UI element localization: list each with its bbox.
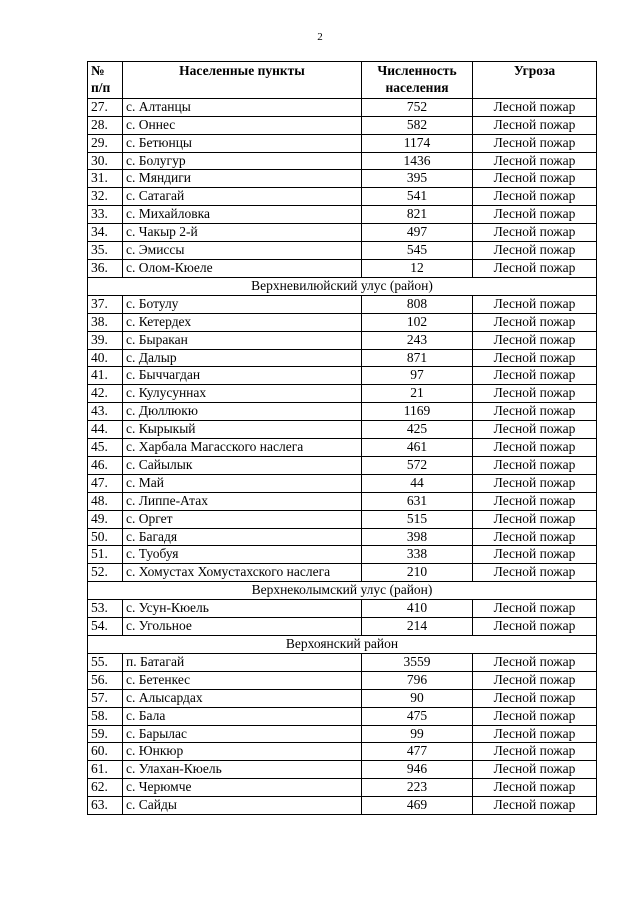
table-row	[88, 564, 597, 582]
row-number: 59.	[88, 725, 123, 743]
settlement-name: с. Кетердех	[123, 313, 362, 331]
table-row	[88, 421, 597, 439]
threat-type: Лесной пожар	[473, 421, 597, 439]
threat-type: Лесной пожар	[473, 349, 597, 367]
population-value: 102	[362, 313, 473, 331]
table-row	[88, 779, 597, 797]
population-value: 469	[362, 797, 473, 815]
row-number: 28.	[88, 116, 123, 134]
settlement-name: с. Угольное	[123, 618, 362, 636]
row-number: 36.	[88, 259, 123, 277]
settlement-name: с. Улахан-Кюель	[123, 761, 362, 779]
threat-type: Лесной пожар	[473, 206, 597, 224]
settlement-name: с. Сайылык	[123, 456, 362, 474]
table-row	[88, 242, 597, 260]
table-row	[88, 671, 597, 689]
row-number: 42.	[88, 385, 123, 403]
threat-type: Лесной пожар	[473, 546, 597, 564]
region-title: Верхневилюйский улус (район)	[88, 277, 597, 295]
table-row	[88, 224, 597, 242]
settlement-name: с. Оргет	[123, 510, 362, 528]
settlement-name: с. Мяндиги	[123, 170, 362, 188]
population-value: 461	[362, 439, 473, 457]
population-value: 243	[362, 331, 473, 349]
population-value: 631	[362, 492, 473, 510]
region-title: Верхоянский район	[88, 636, 597, 654]
page-number: 2	[317, 31, 323, 43]
population-value: 223	[362, 779, 473, 797]
table-row	[88, 134, 597, 152]
population-value: 425	[362, 421, 473, 439]
settlement-name: с. Барылас	[123, 725, 362, 743]
table-body	[88, 98, 597, 814]
row-number: 55.	[88, 653, 123, 671]
table-row	[88, 403, 597, 421]
population-value: 541	[362, 188, 473, 206]
threat-type: Лесной пожар	[473, 474, 597, 492]
population-value: 515	[362, 510, 473, 528]
settlement-name: с. Быччагдан	[123, 367, 362, 385]
table-row	[88, 492, 597, 510]
table-row	[88, 331, 597, 349]
threat-type: Лесной пожар	[473, 779, 597, 797]
population-value: 395	[362, 170, 473, 188]
threat-type: Лесной пожар	[473, 242, 597, 260]
threat-type: Лесной пожар	[473, 170, 597, 188]
region-row	[88, 277, 597, 295]
population-value: 338	[362, 546, 473, 564]
table-row	[88, 618, 597, 636]
threat-type: Лесной пожар	[473, 528, 597, 546]
table-row	[88, 313, 597, 331]
population-value: 582	[362, 116, 473, 134]
region-row	[88, 636, 597, 654]
settlement-name: с. Кырыкый	[123, 421, 362, 439]
population-value: 946	[362, 761, 473, 779]
row-number: 39.	[88, 331, 123, 349]
threat-type: Лесной пожар	[473, 618, 597, 636]
threat-type: Лесной пожар	[473, 653, 597, 671]
threat-type: Лесной пожар	[473, 707, 597, 725]
population-value: 12	[362, 259, 473, 277]
threat-type: Лесной пожар	[473, 439, 597, 457]
settlement-name: с. Чакыр 2-й	[123, 224, 362, 242]
settlements-table	[87, 61, 597, 815]
settlement-name: с. Усун-Кюель	[123, 600, 362, 618]
population-value: 90	[362, 689, 473, 707]
settlement-name: с. Далыр	[123, 349, 362, 367]
settlement-name: с. Липпе-Атах	[123, 492, 362, 510]
header-place: Населенные пункты	[123, 62, 362, 99]
table-row	[88, 439, 597, 457]
threat-type: Лесной пожар	[473, 188, 597, 206]
threat-type: Лесной пожар	[473, 671, 597, 689]
settlement-name: с. Бетенкес	[123, 671, 362, 689]
threat-type: Лесной пожар	[473, 313, 597, 331]
row-number: 44.	[88, 421, 123, 439]
settlement-name: с. Дюллюкю	[123, 403, 362, 421]
settlement-name: с. Алтанцы	[123, 98, 362, 116]
settlement-name: с. Юнкюр	[123, 743, 362, 761]
row-number: 45.	[88, 439, 123, 457]
table-row	[88, 116, 597, 134]
table-row	[88, 367, 597, 385]
threat-type: Лесной пожар	[473, 295, 597, 313]
population-value: 210	[362, 564, 473, 582]
row-number: 61.	[88, 761, 123, 779]
population-value: 572	[362, 456, 473, 474]
population-value: 21	[362, 385, 473, 403]
table-row	[88, 349, 597, 367]
population-value: 545	[362, 242, 473, 260]
row-number: 33.	[88, 206, 123, 224]
settlement-name: с. Харбала Магасского наслега	[123, 439, 362, 457]
row-number: 62.	[88, 779, 123, 797]
settlement-name: с. Эмиссы	[123, 242, 362, 260]
row-number: 52.	[88, 564, 123, 582]
row-number: 35.	[88, 242, 123, 260]
population-value: 796	[362, 671, 473, 689]
threat-type: Лесной пожар	[473, 600, 597, 618]
row-number: 58.	[88, 707, 123, 725]
table-row	[88, 725, 597, 743]
table-row	[88, 797, 597, 815]
threat-type: Лесной пожар	[473, 224, 597, 242]
row-number: 49.	[88, 510, 123, 528]
population-value: 808	[362, 295, 473, 313]
table-row	[88, 170, 597, 188]
header-threat: Угроза	[473, 62, 597, 99]
table-row	[88, 385, 597, 403]
population-value: 1174	[362, 134, 473, 152]
threat-type: Лесной пожар	[473, 689, 597, 707]
table-row	[88, 743, 597, 761]
settlement-name: с. Туобуя	[123, 546, 362, 564]
row-number: 47.	[88, 474, 123, 492]
settlement-name: с. Алысардах	[123, 689, 362, 707]
table-row	[88, 206, 597, 224]
row-number: 32.	[88, 188, 123, 206]
threat-type: Лесной пожар	[473, 259, 597, 277]
settlement-name: с. Ботулу	[123, 295, 362, 313]
settlement-name: с. Багадя	[123, 528, 362, 546]
table-row	[88, 546, 597, 564]
threat-type: Лесной пожар	[473, 116, 597, 134]
row-number: 40.	[88, 349, 123, 367]
settlement-name: с. Оннес	[123, 116, 362, 134]
population-value: 871	[362, 349, 473, 367]
table-row	[88, 98, 597, 116]
threat-type: Лесной пожар	[473, 725, 597, 743]
row-number: 46.	[88, 456, 123, 474]
threat-type: Лесной пожар	[473, 492, 597, 510]
region-title: Верхнеколымский улус (район)	[88, 582, 597, 600]
threat-type: Лесной пожар	[473, 761, 597, 779]
threat-type: Лесной пожар	[473, 456, 597, 474]
row-number: 56.	[88, 671, 123, 689]
region-row	[88, 582, 597, 600]
row-number: 57.	[88, 689, 123, 707]
population-value: 97	[362, 367, 473, 385]
settlement-name: с. Бала	[123, 707, 362, 725]
settlement-name: с. Сатагай	[123, 188, 362, 206]
settlement-name: с. Кулусуннах	[123, 385, 362, 403]
population-value: 398	[362, 528, 473, 546]
population-value: 214	[362, 618, 473, 636]
row-number: 48.	[88, 492, 123, 510]
row-number: 30.	[88, 152, 123, 170]
row-number: 60.	[88, 743, 123, 761]
row-number: 34.	[88, 224, 123, 242]
table-header	[88, 62, 597, 99]
settlement-name: с. Сайды	[123, 797, 362, 815]
row-number: 31.	[88, 170, 123, 188]
table-row	[88, 188, 597, 206]
table-row	[88, 295, 597, 313]
row-number: 63.	[88, 797, 123, 815]
threat-type: Лесной пожар	[473, 510, 597, 528]
row-number: 43.	[88, 403, 123, 421]
population-value: 497	[362, 224, 473, 242]
threat-type: Лесной пожар	[473, 367, 597, 385]
table-row	[88, 152, 597, 170]
row-number: 50.	[88, 528, 123, 546]
population-value: 1436	[362, 152, 473, 170]
settlement-name: с. Хомустах Хомустахского наслега	[123, 564, 362, 582]
settlement-name: с. Быракан	[123, 331, 362, 349]
table-row	[88, 653, 597, 671]
table-row	[88, 761, 597, 779]
table-row	[88, 510, 597, 528]
threat-type: Лесной пожар	[473, 385, 597, 403]
settlement-name: с. Май	[123, 474, 362, 492]
population-value: 3559	[362, 653, 473, 671]
row-number: 37.	[88, 295, 123, 313]
row-number: 41.	[88, 367, 123, 385]
threat-type: Лесной пожар	[473, 743, 597, 761]
population-value: 477	[362, 743, 473, 761]
table-row	[88, 456, 597, 474]
table-row	[88, 707, 597, 725]
table-row	[88, 259, 597, 277]
population-value: 475	[362, 707, 473, 725]
threat-type: Лесной пожар	[473, 797, 597, 815]
row-number: 27.	[88, 98, 123, 116]
threat-type: Лесной пожар	[473, 152, 597, 170]
population-value: 99	[362, 725, 473, 743]
table-row	[88, 689, 597, 707]
header-num: № п/п	[88, 62, 123, 99]
row-number: 54.	[88, 618, 123, 636]
threat-type: Лесной пожар	[473, 331, 597, 349]
row-number: 53.	[88, 600, 123, 618]
table-row	[88, 474, 597, 492]
header-population: Численность населения	[362, 62, 473, 99]
threat-type: Лесной пожар	[473, 403, 597, 421]
settlement-name: с. Олом-Кюеле	[123, 259, 362, 277]
row-number: 38.	[88, 313, 123, 331]
population-value: 44	[362, 474, 473, 492]
settlement-name: с. Михайловка	[123, 206, 362, 224]
population-value: 821	[362, 206, 473, 224]
population-value: 1169	[362, 403, 473, 421]
settlement-name: с. Черюмче	[123, 779, 362, 797]
table-row	[88, 600, 597, 618]
settlement-name: с. Болугур	[123, 152, 362, 170]
settlement-name: п. Батагай	[123, 653, 362, 671]
population-value: 410	[362, 600, 473, 618]
row-number: 51.	[88, 546, 123, 564]
threat-type: Лесной пожар	[473, 98, 597, 116]
threat-type: Лесной пожар	[473, 134, 597, 152]
threat-type: Лесной пожар	[473, 564, 597, 582]
settlement-name: с. Бетюнцы	[123, 134, 362, 152]
table-row	[88, 528, 597, 546]
row-number: 29.	[88, 134, 123, 152]
population-value: 752	[362, 98, 473, 116]
